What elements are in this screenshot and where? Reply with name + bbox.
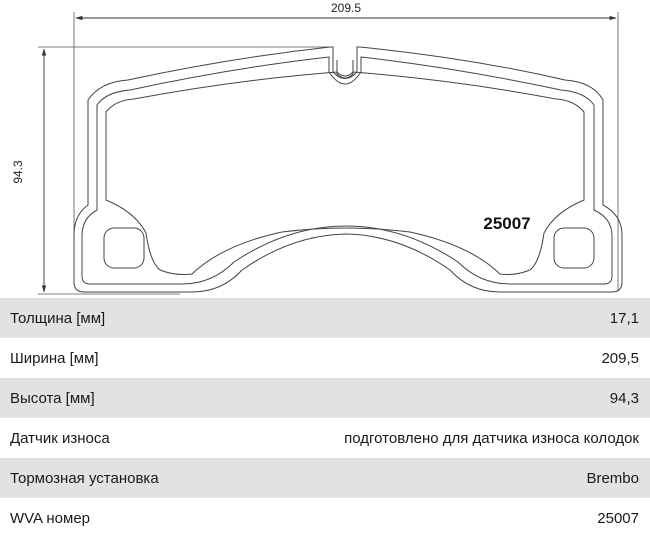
width-dimension: [74, 1, 618, 290]
specs-table: [0, 298, 650, 538]
spec-row-height: [0, 378, 650, 418]
spec-value: Brembo: [586, 469, 639, 487]
spec-value: 94,3: [609, 389, 639, 407]
spec-row-width: [0, 338, 650, 378]
spec-label: Тормозная установка: [10, 469, 159, 487]
height-dimension: [11, 47, 330, 294]
width-dimension-label: 209.5: [330, 1, 362, 15]
spec-value: 17,1: [609, 309, 639, 327]
spec-value: 209,5: [601, 349, 639, 367]
spec-row-brake-system: [0, 458, 650, 498]
spec-label: Ширина [мм]: [10, 349, 99, 367]
spec-row-thickness: [0, 298, 650, 338]
spec-label: Датчик износа: [10, 429, 110, 447]
spec-label: WVA номер: [10, 509, 91, 527]
spec-label: Толщина [мм]: [10, 309, 106, 327]
spec-value: 25007: [597, 509, 639, 527]
spec-label: Высота [мм]: [10, 389, 95, 407]
height-dimension-label: 94.3: [11, 160, 25, 184]
part-number-label: 25007: [483, 214, 531, 233]
pad-outline: [74, 47, 622, 292]
spec-value: подготовлено для датчика износа колодок: [344, 429, 639, 447]
spec-row-wear-sensor: [0, 418, 650, 458]
spec-row-wva-number: [0, 498, 650, 538]
